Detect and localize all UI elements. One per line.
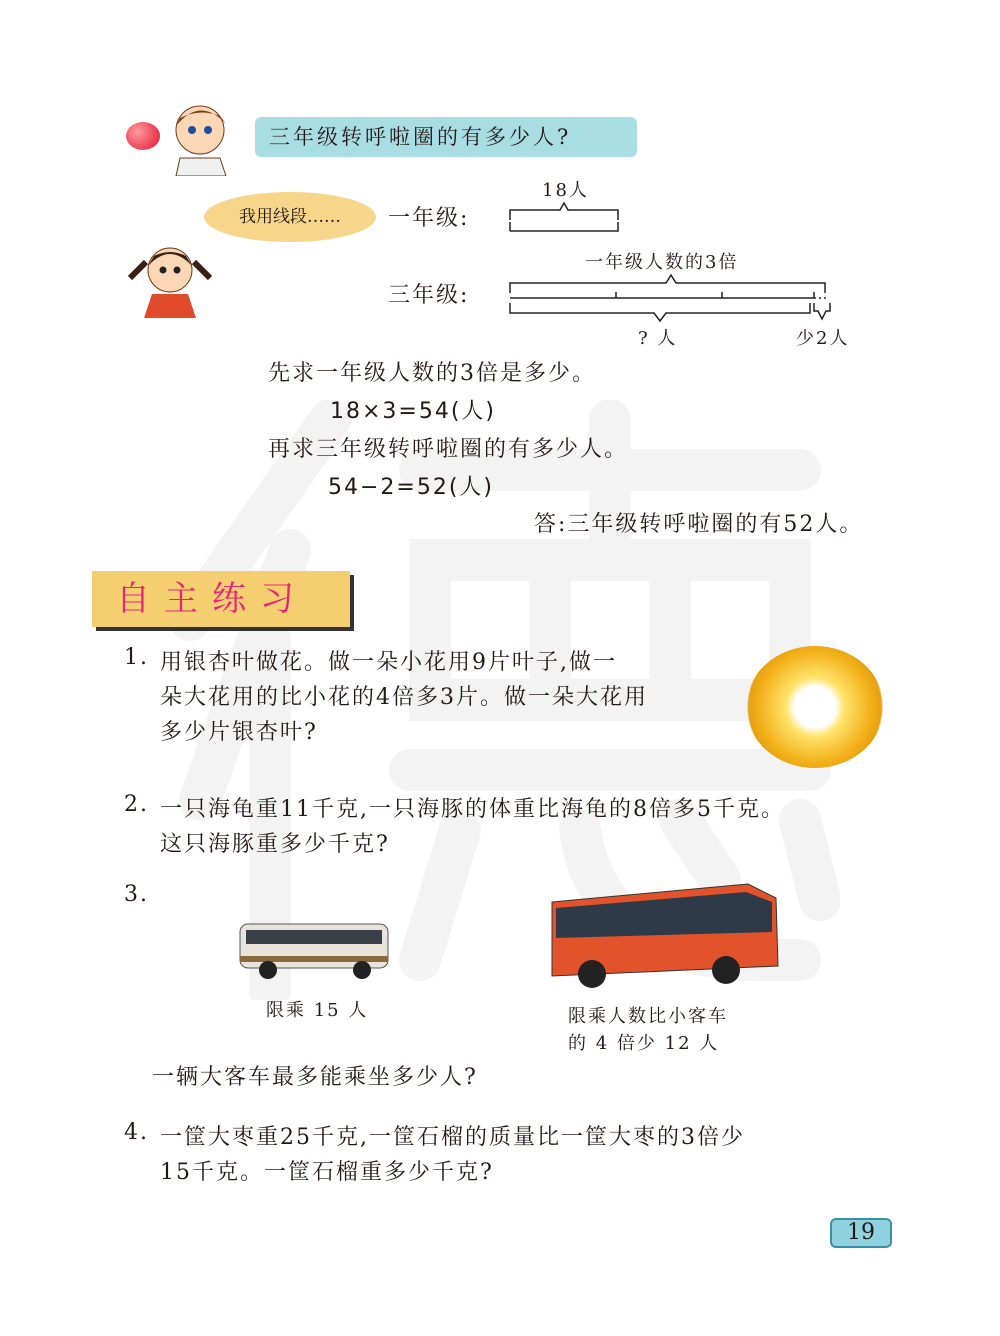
grade3-unknown-label: ? 人	[638, 328, 678, 349]
exercise-line: 多少片银杏叶?	[160, 720, 318, 745]
exercise-1-number: 1.	[124, 645, 149, 670]
exercise-4-number: 4.	[124, 1120, 149, 1145]
calc2-text: 54−2=52(人)	[328, 475, 495, 500]
big-bus-image	[548, 880, 784, 992]
step1-text: 先求一年级人数的3倍是多少。	[268, 361, 596, 386]
grade1-value: 18人	[542, 180, 589, 201]
caption-line: 的 4 倍少 12 人	[568, 1033, 720, 1054]
boy-illustration	[170, 100, 232, 176]
grade3-label: 三年级:	[388, 283, 470, 308]
exercise-3-number: 3.	[124, 882, 149, 907]
exercise-line: 15千克。一筐石榴重多少千克?	[160, 1160, 494, 1185]
exercise-line: 一筐大枣重25千克,一筐石榴的质量比一筐大枣的3倍少	[160, 1125, 745, 1150]
grade1-label: 一年级:	[388, 206, 470, 231]
page-number: 19	[830, 1218, 892, 1248]
exercise-2-text	[160, 792, 785, 862]
grade3-top-label: 一年级人数的3倍	[585, 252, 739, 273]
hint-bubble: 我用线段……	[204, 192, 376, 242]
question-bubble: 三年级转呼啦圈的有多少人?	[255, 117, 637, 157]
girl-illustration	[126, 242, 212, 318]
exercise-line: 用银杏叶做花。做一朵小花用9片叶子,做一	[160, 650, 617, 675]
answer-text: 答:三年级转呼啦圈的有52人。	[534, 512, 864, 537]
minibus-image	[238, 920, 392, 982]
caption-line: 限乘人数比小客车	[568, 1006, 728, 1027]
big-bus-caption	[568, 1003, 728, 1057]
exercise-line: 朵大花用的比小花的4倍多3片。做一朵大花用	[160, 685, 648, 710]
exercise-line: 这只海豚重多少千克?	[160, 832, 390, 857]
step2-text: 再求三年级转呼啦圈的有多少人。	[268, 437, 629, 462]
ginkgo-flower-image	[746, 646, 884, 768]
grade3-less-label: 少2人	[796, 328, 850, 349]
red-ball-icon	[126, 122, 160, 150]
exercise-3-question: 一辆大客车最多能乘坐多少人?	[152, 1065, 478, 1090]
exercise-2-number: 2.	[124, 792, 149, 817]
exercise-line: 一只海龟重11千克,一只海豚的体重比海龟的8倍多5千克。	[160, 797, 785, 822]
small-bus-caption: 限乘 15 人	[266, 1000, 369, 1021]
exercise-1-text	[160, 645, 648, 750]
calc1-text: 18×3=54(人)	[330, 399, 497, 424]
exercise-4-text	[160, 1120, 745, 1190]
section-title: 自主练习	[92, 571, 350, 627]
